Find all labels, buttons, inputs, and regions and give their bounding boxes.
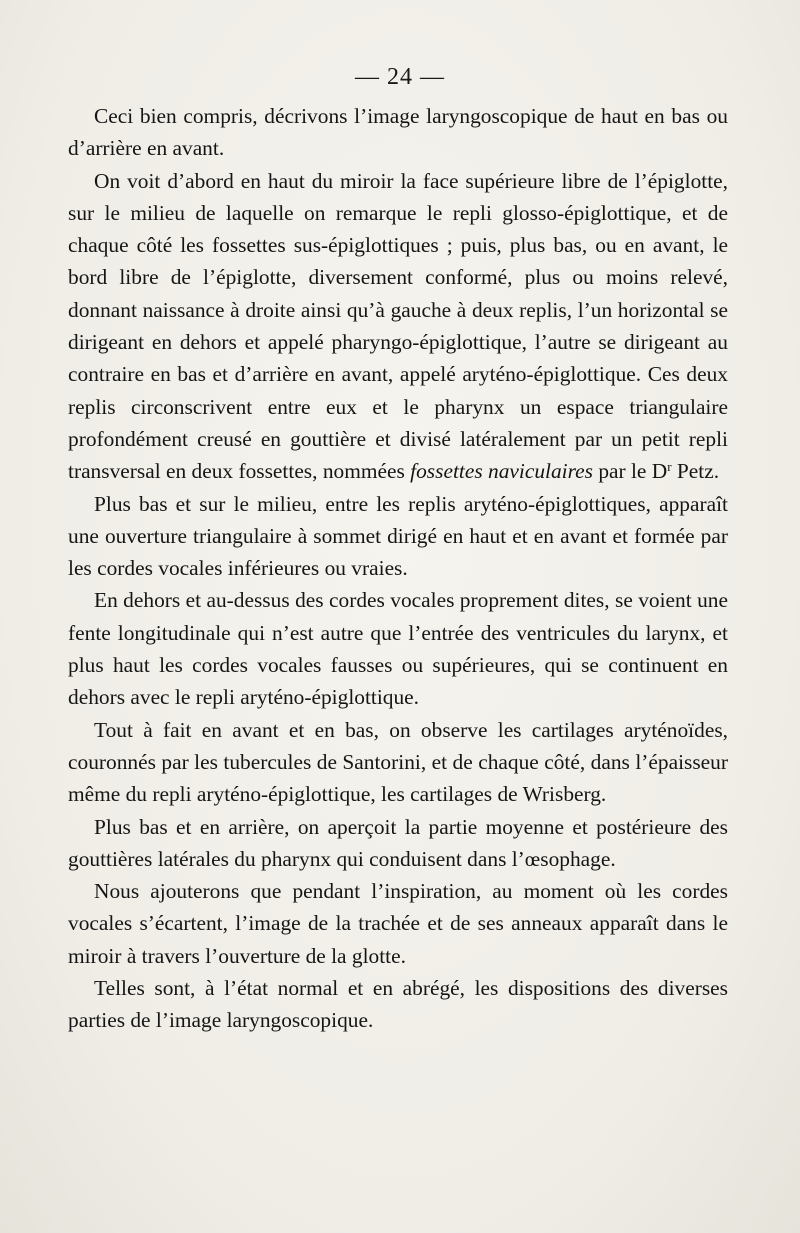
superscript: r: [667, 459, 672, 475]
paragraph-1: Ceci bien compris, décrivons l’image laryngoscopique de haut en bas ou d’arrière en avant.: [68, 104, 728, 161]
body-text: [68, 100, 728, 1037]
paragraph-7: Nous ajouterons que pendant l’inspiration, au moment où les cordes vocales s’écartent, l’image de la trachée et de ses anneaux apparaît dans le miroir à travers l’ouverture de la glotte.: [68, 879, 728, 968]
italic-term: fossettes naviculaires: [410, 459, 593, 484]
paragraph-2: [68, 165, 728, 488]
paragraph-3: Plus bas et sur le milieu, entre les replis aryténo-épiglottiques, apparaît une ouverture triangulaire à sommet dirigé en haut et en avant et formée par les cordes vocales inférieures ou vraies.: [68, 491, 728, 581]
paragraph-2-tail: par le D: [598, 459, 668, 484]
paragraph-4: En dehors et au-dessus des cordes vocales proprement dites, se voient une fente longitudinale qui n’est autre que l’entrée des ventricules du larynx, et plus haut les cordes vocales fausses ou supérieures, qui se continuent en dehors avec le repli aryténo-épiglottique.: [68, 588, 728, 710]
paragraph-2-end: Petz.: [671, 459, 720, 484]
paragraph-2-text: On voit d’abord en haut du miroir la face supérieure libre de l’épiglotte, sur le milieu de laquelle on remarque le repli glosso-épiglottique, et de chaque côté les fossettes sus-épiglottiques ; puis, plus bas, ou en avant, le bord libre de l’épiglotte, diversement conformé, plus ou moins relevé, donnant naissance à droite ainsi qu’à gauche à deux replis, l’un horizontal se dirigeant en dehors et appelé pharyngo-épiglottique, l’autre se dirigeant au contraire en bas et d’arrière en avant, appelé aryténo-épiglottique. Ces deux replis circonscrivent entre eux et le pharynx un espace triangulaire profondément creusé en gouttière et divisé latéralement par un petit repli transversal en deux fossettes, nommées: [68, 168, 728, 484]
paragraph-5: Tout à fait en avant et en bas, on observe les cartilages aryténoïdes, couronnés par les tubercules de Santorini, et de chaque côté, dans l’épaisseur même du repli aryténo-épiglottique, les cartilages de Wrisberg.: [68, 717, 728, 807]
paragraph-8: Telles sont, à l’état normal et en abrégé, les dispositions des diverses parties de l’image laryngoscopique.: [68, 976, 728, 1033]
paragraph-6: Plus bas et en arrière, on aperçoit la partie moyenne et postérieure des gouttières latérales du pharynx qui conduisent dans l’œsophage.: [68, 814, 728, 871]
page-number: — 24 —: [355, 64, 445, 90]
